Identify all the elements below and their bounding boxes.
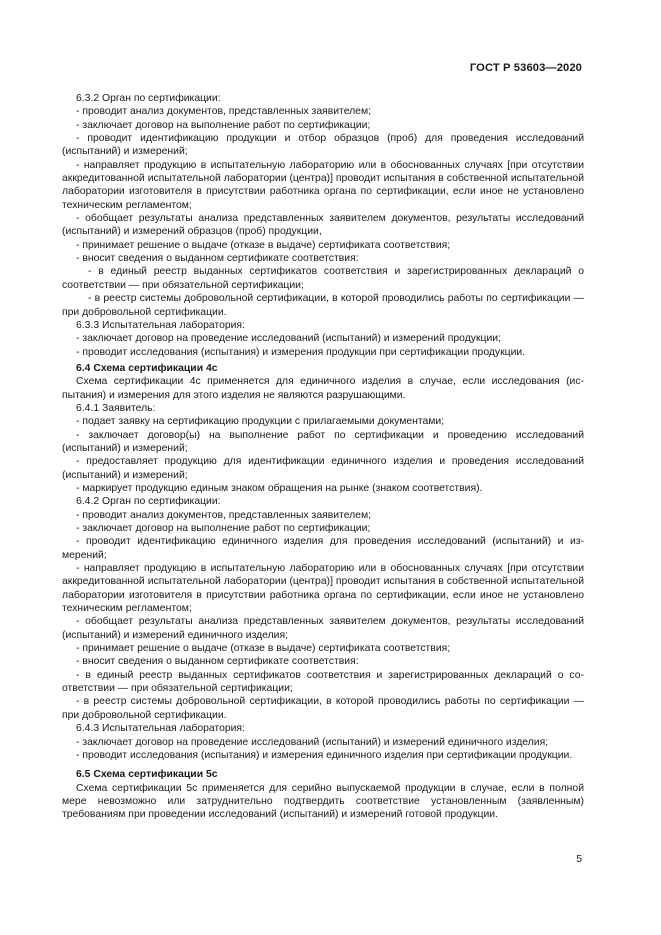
list-item: - заключает договор на проведение исследований (испытаний) и измерений единичного изделия; [76, 736, 549, 748]
list-item: - заключает договор на проведение исследований (испытаний) и измерений продукции; [76, 333, 501, 345]
subsection-heading: 6.3.3 Испытательная лаборатория: [76, 319, 245, 331]
list-item: - принимает решение о выдаче (отказе в выдаче) сертификата соответствия; [76, 239, 451, 251]
list-item: - проводит анализ документов, представленных заявителем; [76, 106, 371, 118]
list-item: - в единый реестр выданных сертификатов соответствия и зарегистрированных деклараций о соответствии — при обязательной сертификации; [62, 669, 584, 695]
subsection-heading: 6.4.2 Орган по сертификации: [76, 496, 221, 508]
list-item: - направляет продукцию в испытательную лабораторию или в обоснованных случаях [при отсутствии аккредитованной испытательной лаборатории (центра)] проводит испытания в собственной испытательной лаборатории изготовителя в присутствии работника органа по сертификации, если иное не установлено техническим регламентом; [62, 159, 584, 211]
list-item: - маркирует продукцию единым знаком обращения на рынке (знаком соответствия). [76, 482, 483, 494]
list-item: - проводит идентификацию единичного изделия для проведения исследований (испытаний) и измерений; [62, 536, 584, 561]
list-item: - проводит исследования (испытания) и измерения единичного изделия при сертификации продукции. [76, 749, 573, 761]
list-item: - направляет продукцию в испытательную лабораторию или в обоснованных случаях [при отсутствии аккредитованной испытательной лаборатории (центра)] проводит испытания в собственной испытательной лаборатории изготовителя в присутствии работника органа по сертификации, если иное не установлено техническим регламентом; [62, 563, 584, 615]
list-item: - проводит исследования (испытания) и измерения продукции при сертификации продукции. [76, 346, 526, 358]
list-item: - обобщает результаты анализа представленных заявителем документов, результаты исследований (испытаний) и измерений единичного изделия; [62, 616, 584, 641]
document-id: ГОСТ Р 53603—2020 [469, 62, 582, 74]
list-item: - вносит сведения о выданном сертификате соответствия: [76, 656, 359, 668]
list-item: - принимает решение о выдаче (отказе в выдаче) сертификата соответствия; [76, 643, 451, 655]
document-body [62, 92, 584, 822]
list-item: - вносит сведения о выданном сертификате соответствия: [76, 253, 359, 265]
nested-list-item: - в единый реестр выданных сертификатов соответствия и зарегистрированных деклараций о соответствии — при обязательной сертификации; [62, 266, 584, 291]
list-item: - предоставляет продукцию для идентификации единичного изделия и проведения исследований (испытаний) и измерений; [62, 456, 584, 481]
list-item: - заключает договор(ы) на выполнение работ по сертификации и проведению исследований (испытаний) и измерений; [62, 429, 584, 454]
list-item: - заключает договор на выполнение работ по сертификации; [76, 119, 371, 131]
paragraph: Схема сертификации 4с применяется для единичного изделия в случае, если исследования (испытания) и измерения для этого изделия не являются разрушающими. [62, 376, 584, 401]
list-item: - в реестр системы добровольной сертификации, в которой проводились работы по сертификации — при добровольной сертификации. [62, 696, 584, 721]
list-item: - подает заявку на сертификацию продукции с прилагаемыми документами; [76, 416, 445, 428]
nested-list-item: - в реестр системы добровольной сертификации, в которой проводились работы по сертификации — при добровольной сертификации. [62, 293, 584, 318]
paragraph: Схема сертификации 5с применяется для серийно выпускаемой продукции в случае, если в полной мере невозможно или затруднительно подтвердить соответствие установленным (заявленным) требованиям при проведении исследований (испытаний) и измерений готовой продукции. [62, 782, 584, 821]
section-heading: 6.5 Схема сертификации 5с [76, 769, 218, 781]
list-item: - заключает договор на выполнение работ по сертификации; [76, 523, 371, 534]
list-item: - проводит идентификацию продукции и отбор образцов (проб) для проведения исследований (испытаний) и измерений; [62, 133, 584, 158]
subsection-heading: 6.4.1 Заявитель: [76, 402, 156, 414]
subsection-heading: 6.4.3 Испытательная лаборатория: [76, 723, 245, 735]
section-heading: 6.4 Схема сертификации 4с [76, 362, 218, 374]
subsection-heading: 6.3.2 Орган по сертификации: [76, 93, 221, 104]
list-item: - обобщает результаты анализа представленных заявителем документов, результаты исследований (испытаний) и измерений образцов (проб) продукции, [62, 213, 584, 238]
list-item: - проводит анализ документов, представленных заявителем; [76, 509, 371, 521]
page-number: 5 [576, 854, 582, 865]
